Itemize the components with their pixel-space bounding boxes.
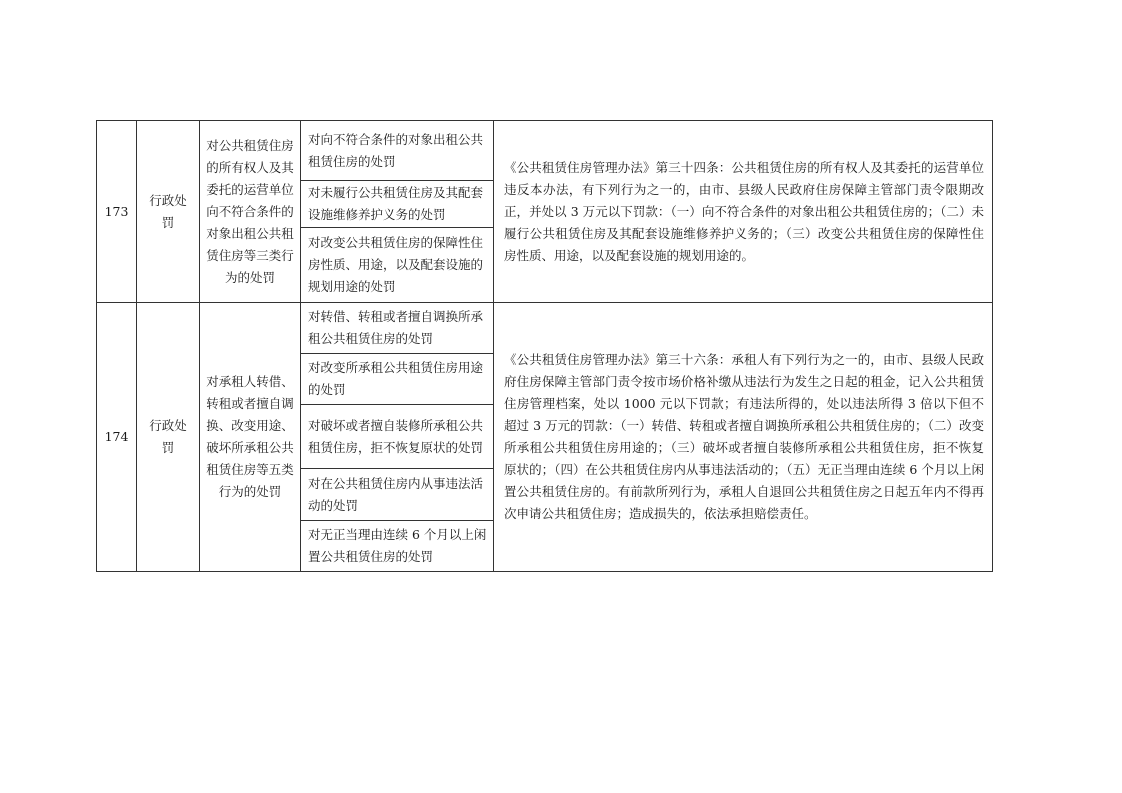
penalty-item: 对公共租赁住房的所有权人及其委托的运营单位向不符合条件的对象出租公共租赁住房等三类行为的处罚	[200, 121, 301, 303]
sub-item: 对改变所承租公共租赁住房用途的处罚	[301, 354, 494, 405]
legal-basis: 《公共租赁住房管理办法》第三十六条：承租人有下列行为之一的，由市、县级人民政府住房保障主管部门责令按市场价格补缴从违法行为发生之日起的租金，记入公共租赁住房管理档案，处以 1000 元以下罚款；有违法所得的，处以违法所得 3 倍以下但不超过 3 万元的罚款：（一）转借、转租或者擅自调换所承租公共租赁住房的；（二）改变所承租公共租赁住房用途的；（三）破坏或者擅自装修所承租公共租赁住房，拒不恢复原状的；（四）在公共租赁住房内从事违法活动的；（五）无正当理由连续 6 个月以上闲置公共租赁住房的。有前款所列行为，承租人自退回公共租赁住房之日起五年内不得再次申请公共租赁住房；造成损失的，依法承担赔偿责任。	[494, 303, 993, 572]
penalty-table	[96, 120, 993, 572]
penalty-item: 对承租人转借、转租或者擅自调换、改变用途、破坏所承租公共租赁住房等五类行为的处罚	[200, 303, 301, 572]
sub-item: 对无正当理由连续 6 个月以上闲置公共租赁住房的处罚	[301, 521, 494, 572]
row-number: 173	[97, 121, 137, 303]
legal-basis: 《公共租赁住房管理办法》第三十四条：公共租赁住房的所有权人及其委托的运营单位违反本办法，有下列行为之一的，由市、县级人民政府住房保障主管部门责令限期改正，并处以 3 万元以下罚款：（一）向不符合条件的对象出租公共租赁住房的；（二）未履行公共租赁住房及其配套设施维修养护义务的；（三）改变公共租赁住房的保障性住房性质、用途，以及配套设施的规划用途的。	[494, 121, 993, 303]
sub-item: 对向不符合条件的对象出租公共租赁住房的处罚	[301, 121, 494, 181]
table-row	[97, 303, 993, 354]
sub-item: 对在公共租赁住房内从事违法活动的处罚	[301, 469, 494, 521]
row-number: 174	[97, 303, 137, 572]
penalty-type: 行政处罚	[137, 303, 200, 572]
sub-item: 对转借、转租或者擅自调换所承租公共租赁住房的处罚	[301, 303, 494, 354]
table-row	[97, 121, 993, 181]
sub-item: 对未履行公共租赁住房及其配套设施维修养护义务的处罚	[301, 181, 494, 228]
penalty-type: 行政处罚	[137, 121, 200, 303]
sub-item: 对改变公共租赁住房的保障性住房性质、用途，以及配套设施的规划用途的处罚	[301, 228, 494, 303]
sub-item: 对破坏或者擅自装修所承租公共租赁住房，拒不恢复原状的处罚	[301, 405, 494, 469]
